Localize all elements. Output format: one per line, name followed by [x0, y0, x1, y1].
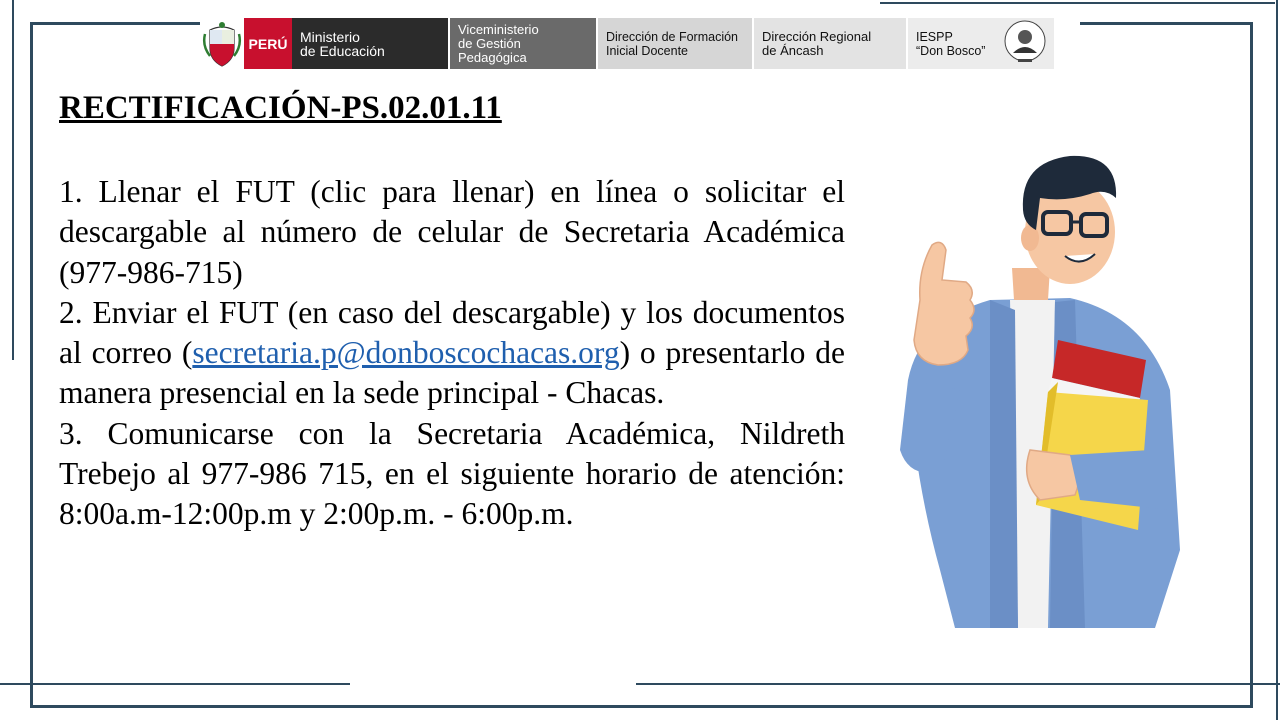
dir2-line2: de Áncash [762, 42, 824, 58]
peru-coat-of-arms-icon [200, 18, 244, 69]
frame-right [1250, 22, 1253, 708]
ministerio-line2: de Educación [300, 42, 385, 59]
iespp-line2: “Don Bosco” [916, 43, 986, 58]
direccion-formacion-block [596, 18, 752, 69]
ministerio-block [292, 18, 448, 69]
step-1: 1. Llenar el FUT (clic para llenar) en línea o solicitar el descargable al número de celular de Secretaria Académica (977-986-715) [59, 174, 845, 290]
vice-line2: de Gestión Pedagógica [458, 35, 527, 65]
viceministerio-block [448, 18, 596, 69]
page-title: RECTIFICACIÓN-PS.02.01.11 [59, 90, 502, 126]
frame-left [30, 22, 33, 708]
frame-bottom-outer-right [636, 683, 1280, 685]
ministerio-line1: Ministerio [300, 28, 360, 45]
frame-bottom [30, 705, 1253, 708]
step-2-text-post: ) o presentarlo de manera presencial en la sede principal - Chacas. [59, 335, 846, 411]
frame-top-right [1080, 22, 1250, 25]
frame-left-outer [12, 0, 14, 360]
iespp-line1: IESPP [916, 29, 953, 44]
direccion-regional-block [752, 18, 906, 69]
don-bosco-logo-icon [1000, 19, 1050, 68]
frame-top-left [30, 22, 200, 25]
frame-top-far [880, 2, 1275, 4]
dir1-line1: Dirección de Formación [606, 29, 738, 44]
step-2 [59, 293, 845, 414]
step-3: 3. Comunicarse con la Secretaria Académica, Nildreth Trebejo al 977-986 715, en el siguiente horario de atención: 8:00a.m-12:00p.m y 2:00p.m. - 6:00p.m. [59, 415, 845, 532]
student-thumbs-up-illustration [880, 150, 1190, 633]
instructions-block [59, 172, 845, 535]
peru-label: PERÚ [248, 35, 288, 52]
dir1-line2: Inicial Docente [606, 43, 688, 58]
vice-line1: Viceministerio [458, 21, 539, 37]
iespp-block [906, 18, 1054, 69]
step-2-text-pre: 2. Enviar el FUT (en caso del descargable) y los documentos al correo ( [59, 294, 845, 371]
frame-bottom-outer-left [0, 683, 350, 685]
institutional-header [200, 18, 1054, 69]
frame-right-outer [1276, 0, 1278, 720]
peru-badge [244, 18, 292, 69]
dir2-line1: Dirección Regional [762, 28, 872, 44]
email-link[interactable]: secretaria.p@donboscochacas.org [192, 335, 620, 371]
